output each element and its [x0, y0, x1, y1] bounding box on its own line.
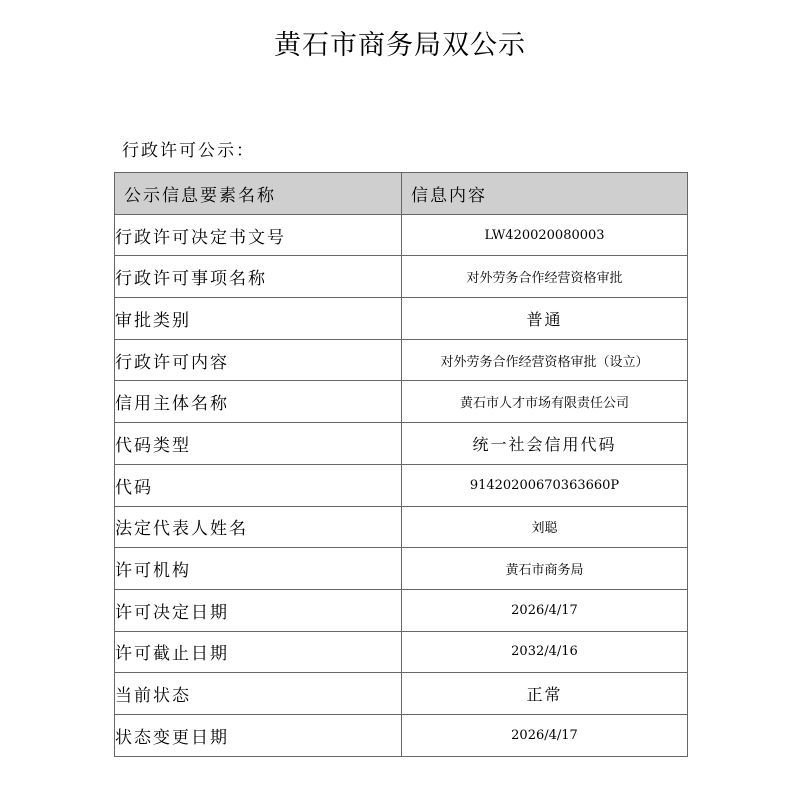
row-label: 许可截止日期: [115, 631, 402, 673]
row-value: 黄石市商务局: [402, 548, 688, 590]
row-value: 91420200670363660P: [402, 464, 688, 506]
row-label: 代码: [115, 464, 402, 506]
row-value: 刘聪: [402, 506, 688, 548]
table-row: [115, 298, 688, 340]
row-value: LW420020080003: [402, 214, 688, 256]
section-label: 行政许可公示：: [122, 141, 255, 161]
row-label: 代码类型: [115, 423, 402, 465]
row-value: 2026/4/17: [402, 589, 688, 631]
header-field-name: 公示信息要素名称: [115, 173, 402, 215]
row-value: 普通: [402, 298, 688, 340]
table-row: [115, 381, 688, 423]
row-label: 当前状态: [115, 673, 402, 715]
row-label: 法定代表人姓名: [115, 506, 402, 548]
row-value: 2026/4/17: [402, 714, 688, 756]
page-title: 黄石市商务局双公示: [274, 30, 526, 61]
row-value: 2032/4/16: [402, 631, 688, 673]
table-row: [115, 714, 688, 756]
table-row: [115, 548, 688, 590]
row-value: 正常: [402, 673, 688, 715]
row-value: 对外劳务合作经营资格审批（设立）: [402, 339, 688, 381]
row-value: 统一社会信用代码: [402, 423, 688, 465]
table-row: [115, 464, 688, 506]
row-label: 状态变更日期: [115, 714, 402, 756]
row-value: 黄石市人才市场有限责任公司: [402, 381, 688, 423]
table-header-row: [115, 173, 688, 215]
table-row: [115, 339, 688, 381]
header-field-content: 信息内容: [402, 173, 688, 215]
table-row: [115, 423, 688, 465]
table-row: [115, 214, 688, 256]
row-label: 行政许可决定书文号: [115, 214, 402, 256]
table-row: [115, 631, 688, 673]
row-label: 行政许可事项名称: [115, 256, 402, 298]
row-label: 审批类别: [115, 298, 402, 340]
row-label: 许可决定日期: [115, 589, 402, 631]
row-value: 对外劳务合作经营资格审批: [402, 256, 688, 298]
info-table: [114, 172, 688, 757]
table-row: [115, 506, 688, 548]
row-label: 行政许可内容: [115, 339, 402, 381]
row-label: 许可机构: [115, 548, 402, 590]
table-row: [115, 673, 688, 715]
row-label: 信用主体名称: [115, 381, 402, 423]
table-row: [115, 589, 688, 631]
table-row: [115, 256, 688, 298]
